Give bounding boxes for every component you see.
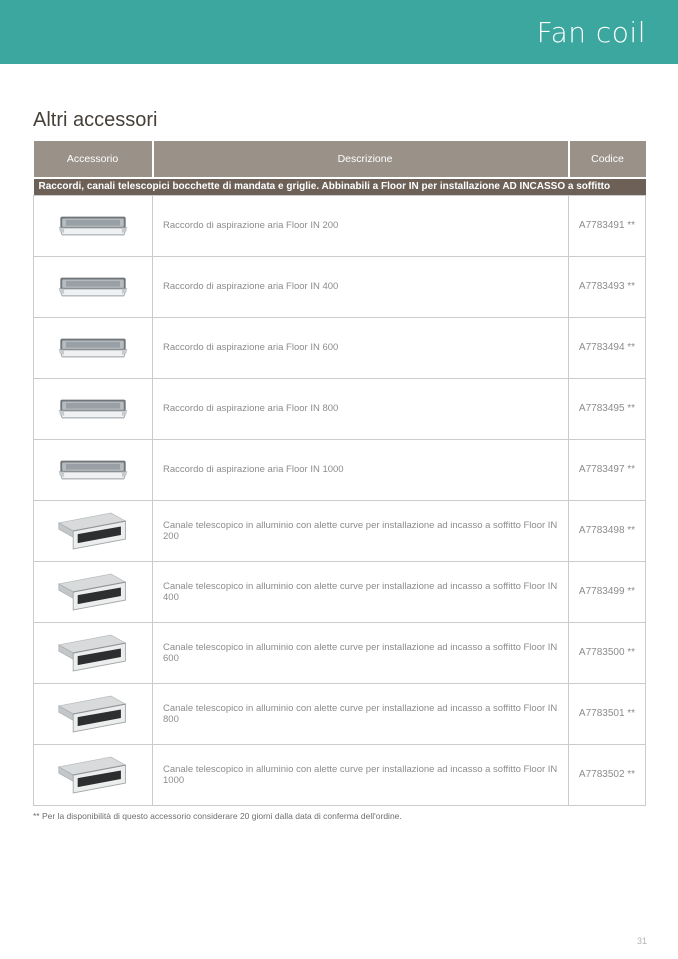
accessory-image-cell xyxy=(34,683,153,744)
accessory-code: A7783494 ** xyxy=(569,317,646,378)
accessory-description: Canale telescopico in alluminio con alette curve per installazione ad incasso a soffitto Floor IN 200 xyxy=(153,500,569,561)
table-row xyxy=(34,317,646,378)
table-row xyxy=(34,622,646,683)
raccordo-icon xyxy=(55,456,131,484)
canale-telescopico-icon xyxy=(57,631,129,675)
table-row xyxy=(34,256,646,317)
table-row xyxy=(34,683,646,744)
accessory-image-cell xyxy=(34,744,153,805)
accessory-description: Raccordo di aspirazione aria Floor IN 1000 xyxy=(153,439,569,500)
column-header-codice: Codice xyxy=(569,141,646,178)
accessory-code: A7783493 ** xyxy=(569,256,646,317)
table-row xyxy=(34,378,646,439)
raccordo-icon xyxy=(55,212,131,240)
accessory-code: A7783498 ** xyxy=(569,500,646,561)
accessory-image-cell xyxy=(34,561,153,622)
table-row xyxy=(34,744,646,805)
availability-footnote: ** Per la disponibilità di questo accessorio considerare 20 giorni dalla data di conferma dell'ordine. xyxy=(33,810,402,821)
accessory-code: A7783502 ** xyxy=(569,744,646,805)
table-header-row xyxy=(34,141,646,178)
accessory-image-cell xyxy=(34,500,153,561)
raccordo-icon xyxy=(55,334,131,362)
accessory-code: A7783500 ** xyxy=(569,622,646,683)
accessory-description: Raccordo di aspirazione aria Floor IN 600 xyxy=(153,317,569,378)
table-row xyxy=(34,195,646,256)
accessories-table xyxy=(33,141,646,806)
accessory-code: A7783501 ** xyxy=(569,683,646,744)
table-row xyxy=(34,561,646,622)
accessory-description: Raccordo di aspirazione aria Floor IN 200 xyxy=(153,195,569,256)
page-header-band xyxy=(0,0,678,64)
table-group-header-row xyxy=(34,178,646,195)
accessory-description: Raccordo di aspirazione aria Floor IN 400 xyxy=(153,256,569,317)
accessory-code: A7783495 ** xyxy=(569,378,646,439)
accessory-code: A7783499 ** xyxy=(569,561,646,622)
table-row xyxy=(34,500,646,561)
column-header-descrizione: Descrizione xyxy=(153,141,569,178)
accessory-code: A7783497 ** xyxy=(569,439,646,500)
accessory-code: A7783491 ** xyxy=(569,195,646,256)
accessory-description: Canale telescopico in alluminio con alette curve per installazione ad incasso a soffitto Floor IN 800 xyxy=(153,683,569,744)
canale-telescopico-icon xyxy=(57,509,129,553)
page-header-title: Fan coil xyxy=(536,15,646,49)
accessory-description: Raccordo di aspirazione aria Floor IN 800 xyxy=(153,378,569,439)
raccordo-icon xyxy=(55,395,131,423)
canale-telescopico-icon xyxy=(57,692,129,736)
column-header-accessorio: Accessorio xyxy=(34,141,153,178)
accessory-description: Canale telescopico in alluminio con alette curve per installazione ad incasso a soffitto Floor IN 600 xyxy=(153,622,569,683)
table-row xyxy=(34,439,646,500)
raccordo-icon xyxy=(55,273,131,301)
section-title: Altri accessori xyxy=(33,109,158,131)
accessory-image-cell xyxy=(34,195,153,256)
accessory-image-cell xyxy=(34,256,153,317)
canale-telescopico-icon xyxy=(57,753,129,797)
accessory-image-cell xyxy=(34,622,153,683)
accessory-image-cell xyxy=(34,439,153,500)
accessory-description: Canale telescopico in alluminio con alette curve per installazione ad incasso a soffitto Floor IN 400 xyxy=(153,561,569,622)
canale-telescopico-icon xyxy=(57,570,129,614)
accessory-image-cell xyxy=(34,378,153,439)
page-number: 31 xyxy=(636,936,647,946)
table-group-header: Raccordi, canali telescopici bocchette di mandata e griglie. Abbinabili a Floor IN per installazione AD INCASSO a soffitto xyxy=(34,178,646,195)
accessory-description: Canale telescopico in alluminio con alette curve per installazione ad incasso a soffitto Floor IN 1000 xyxy=(153,744,569,805)
accessory-image-cell xyxy=(34,317,153,378)
